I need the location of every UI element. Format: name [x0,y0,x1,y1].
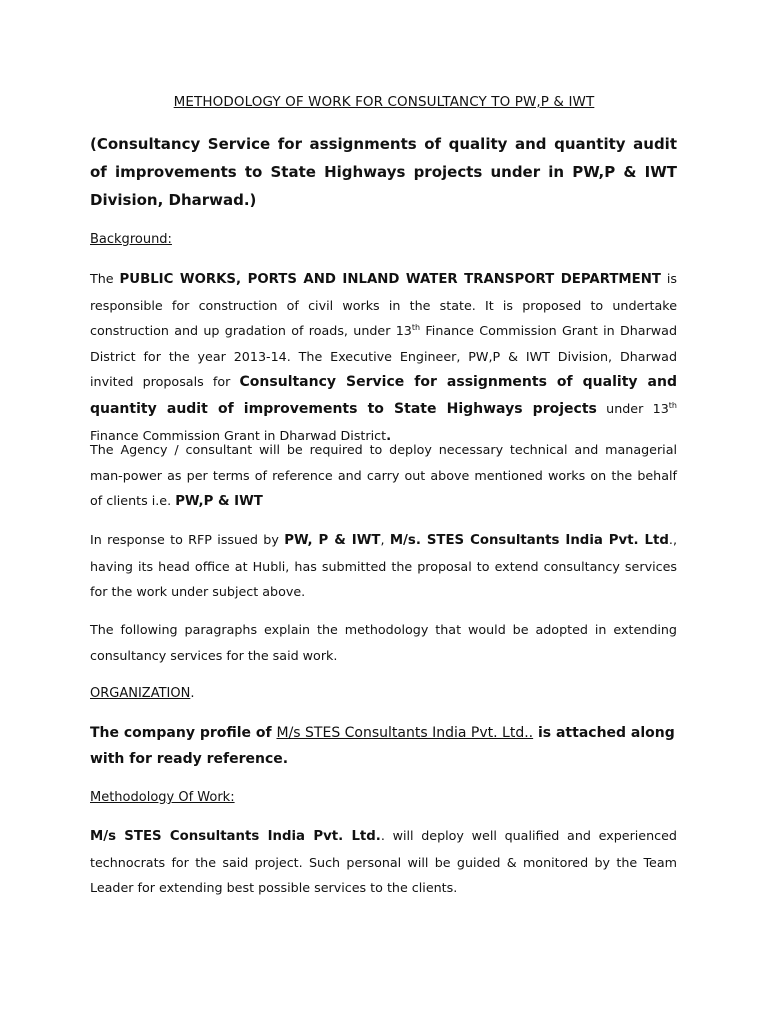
methodology-heading: Methodology Of Work: [90,790,235,805]
client-name: PW, P & IWT [284,533,381,548]
organization-heading-text: ORGANIZATION [90,686,191,701]
text-run: is responsible for construction of civil works in the state. It is proposed to undertake construction and up gradation of roads, under 13 [90,271,677,338]
text-run: under 13 [596,401,669,416]
text-run: The [90,271,120,286]
document-title: METHODOLOGY OF WORK FOR CONSULTANCY TO PW,P & IWT [173,94,595,110]
superscript: th [411,322,421,332]
text-run: Finance Commission Grant in Dharwad District [90,428,387,443]
department-name: PUBLIC WORKS, PORTS AND INLAND WATER TRANSPORT DEPARTMENT [119,272,661,287]
company-name: M/s STES Consultants India Pvt. Ltd. [90,829,381,844]
superscript: th [668,400,678,410]
text-run: . will deploy well qualified and experienced technocrats for the said project. Such personal will be guided & monitored by the Team Leader for extending best possible services to the clients. [90,828,677,895]
organization-heading [90,686,194,701]
document-subtitle: (Consultancy Service for assignments of quality and quantity audit of improvements to State Highways projects under in PW,P & IWT Division, Dharwad.) [90,135,677,209]
text-run: ., having its head office at Hubli, has submitted the proposal to extend consultancy services for the work under subject above. [90,532,677,599]
text-run: Finance Commission Grant in Dharwad District for the year 2013-14. The Executive Engineer, PW,P & IWT Division, Dharwad invited proposals for [90,323,677,389]
text-run: . [386,429,392,444]
background-paragraph-3 [90,527,677,605]
background-paragraph-4: The following paragraphs explain the methodology that would be adopted in extending consultancy services for the said work. [90,622,677,663]
company-name: M/s. STES Consultants India Pvt. Ltd [389,533,669,548]
client-name: PW,P & IWT [175,494,263,509]
text-run: The Agency / consultant will be required to deploy necessary technical and managerial man-power as per terms of reference and carry out above mentioned works on the behalf of clients i.e. [90,442,677,508]
text-run: is attached along with for ready reference. [90,725,675,767]
text-run: In response to RFP issued by [90,532,285,547]
company-name-link: M/s STES Consultants India Pvt. Ltd.. [276,725,534,741]
service-name: Consultancy Service for assignments of quality and quantity audit of improvements to State Highways projects [90,374,677,417]
methodology-paragraph [90,823,677,901]
text-run: . [190,686,195,701]
background-paragraph-1 [90,266,677,450]
organization-paragraph [90,720,677,772]
text-run: , [380,532,390,547]
text-run: The company profile of [90,725,277,741]
background-paragraph-2 [90,437,677,515]
background-heading: Background: [90,232,172,247]
